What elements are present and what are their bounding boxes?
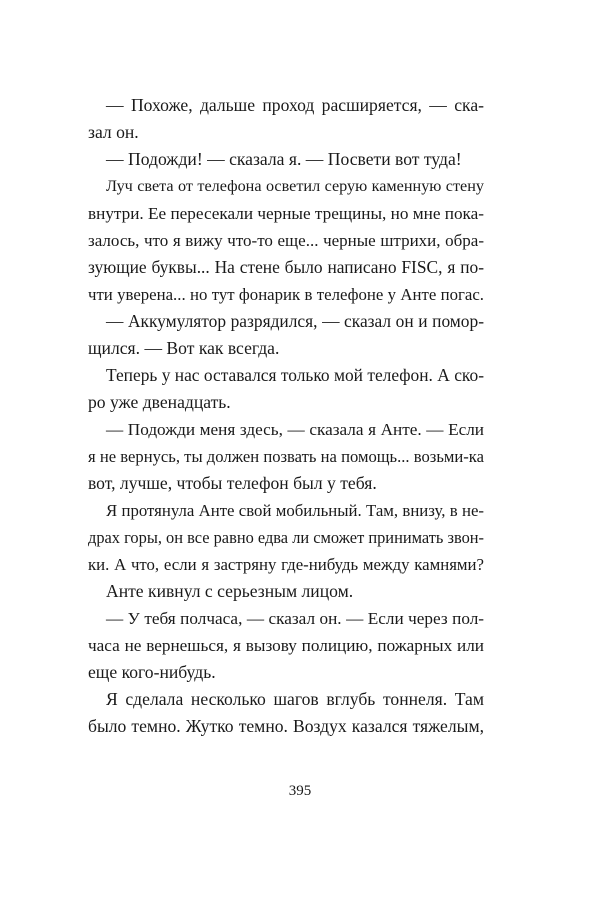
text-line: — Похоже, дальше проход расширяется, — ска- [106,95,484,115]
text-line: Анте кивнул с серьезным лицом. [106,581,354,601]
page-number: 395 [288,783,312,799]
text-line: — Подожди меня здесь, — сказала я Анте. — Если [106,420,484,439]
text-line: залось, что я вижу что-то еще... черные штрихи, обра- [88,231,484,250]
text-line: зал он. [88,122,139,142]
text-line: Я протянула Анте свой мобильный. Там, внизу, в не- [106,501,484,520]
text-line: чти уверена... но тут фонарик в телефоне у Анте погас. [88,285,484,304]
text-line: зующие буквы... На стене было написано FISC, я по- [88,257,484,277]
text-line: Луч света от телефона осветил серую каменную стену [106,177,484,195]
text-line: — Аккумулятор разрядился, — сказал он и помор- [106,311,484,331]
text-line: — Подожди! — сказала я. — Посвети вот туда! [106,149,462,169]
text-line: ро уже двенадцать. [88,392,231,412]
text-line: драх горы, он все равно едва ли сможет принимать звон- [88,528,484,547]
text-line: Теперь у нас оставался только мой телефон. А ско- [106,365,484,385]
text-line: щился. — Вот как всегда. [88,338,280,358]
text-line: Я сделала несколько шагов вглубь тоннеля. Там [106,689,484,709]
text-line: вот, лучше, чтобы телефон был у тебя. [88,473,377,493]
text-line: — У тебя полчаса, — сказал он. — Если через пол- [106,609,484,628]
text-line: я не вернусь, ты должен позвать на помощь... возьми-ка [88,447,484,466]
text-line: ки. А что, если я застряну где-нибудь между камнями? [88,555,484,574]
page-body-text [88,92,484,740]
text-line: еще кого-нибудь. [88,662,216,682]
text-line: было темно. Жутко темно. Воздух казался тяжелым, [88,716,484,736]
text-line: внутри. Ее пересекали черные трещины, но мне пока- [88,204,484,223]
text-line: часа не вернешься, я вызову полицию, пожарных или [88,636,484,655]
